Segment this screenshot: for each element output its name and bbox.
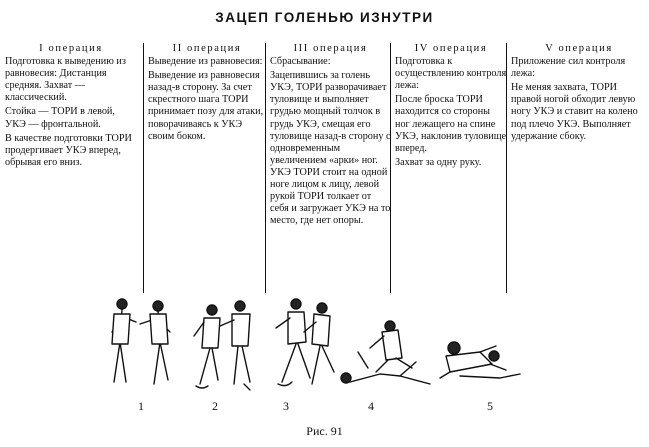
column-heading: V операция (545, 43, 613, 54)
judo-illustrations (100, 292, 620, 402)
figure-number: 2 (212, 399, 218, 413)
column-paragraph: Выведение из равновесия назад-в сторону. За счет скрестного шага ТОРИ принимает позу для атаки, поворачиваясь к УКЭ своим боком. (148, 70, 264, 142)
column-paragraph: Захват за одну руку. (395, 156, 482, 168)
column-heading: I операция (39, 43, 103, 54)
column-heading: II операция (172, 43, 242, 54)
figure-caption: Рис. 91 (306, 424, 343, 438)
column-paragraph: Подготовка к выведению из равновесия: Дистанция средняя. Захват — классический. (5, 56, 126, 104)
column-paragraph: Стойка — ТОРИ в левой, УКЭ — фронтальной. (5, 106, 115, 130)
figure-5-drawing (440, 342, 520, 378)
column-operation-2 (143, 43, 266, 293)
column-operation-3 (265, 43, 391, 293)
column-paragraph: Приложение сил контроля лежа: (511, 56, 626, 80)
column-operation-1 (5, 43, 137, 293)
figure-number: 5 (487, 399, 493, 413)
page-title: ЗАЦЕП ГОЛЕНЬЮ ИЗНУТРИ (215, 10, 434, 25)
column-operation-4 (390, 43, 507, 293)
figure-number: 1 (138, 399, 144, 413)
figure-4-drawing (341, 321, 430, 384)
column-paragraph: Зацепившись за голень УКЭ, ТОРИ разворачивает туловище и выполняет грудью мощный толчок в грудь УКЭ, смещая его туловище назад-в сторону с одновременным увеличением «арки» ног. УКЭ ТОРИ стоит на одной ноге лицом к лицу, левой рукой ТОРИ толкает от себя и загружает УКЭ на то место, где нет опоры. (270, 70, 391, 227)
column-paragraph: Подготовка к осуществлению контроля лежа: (395, 56, 507, 92)
figure-number: 3 (283, 399, 289, 413)
figure-1-drawing (112, 299, 170, 384)
column-paragraph: В качестве подготовки ТОРИ продергивает УКЭ вперед, обрывая его вниз. (5, 132, 132, 168)
column-paragraph: После броска ТОРИ находится со стороны ног лежащего на спине УКЭ, наклонив туловище вперед. (395, 94, 507, 154)
figure-3-drawing (276, 299, 334, 386)
column-paragraph: Сбрасывание: (270, 56, 331, 68)
figure-2-drawing (194, 301, 250, 390)
column-heading: III операция (293, 43, 368, 54)
figure-number: 4 (368, 399, 374, 413)
column-paragraph: Не меняя захвата, ТОРИ правой ногой обходит левую ногу УКЭ и ставит на колено под плечо УКЭ. Выполняет удержание сбоку. (511, 82, 638, 142)
column-paragraph: Выведение из равновесия: (148, 56, 263, 68)
column-operation-5 (506, 43, 647, 293)
column-heading: IV операция (414, 43, 488, 54)
